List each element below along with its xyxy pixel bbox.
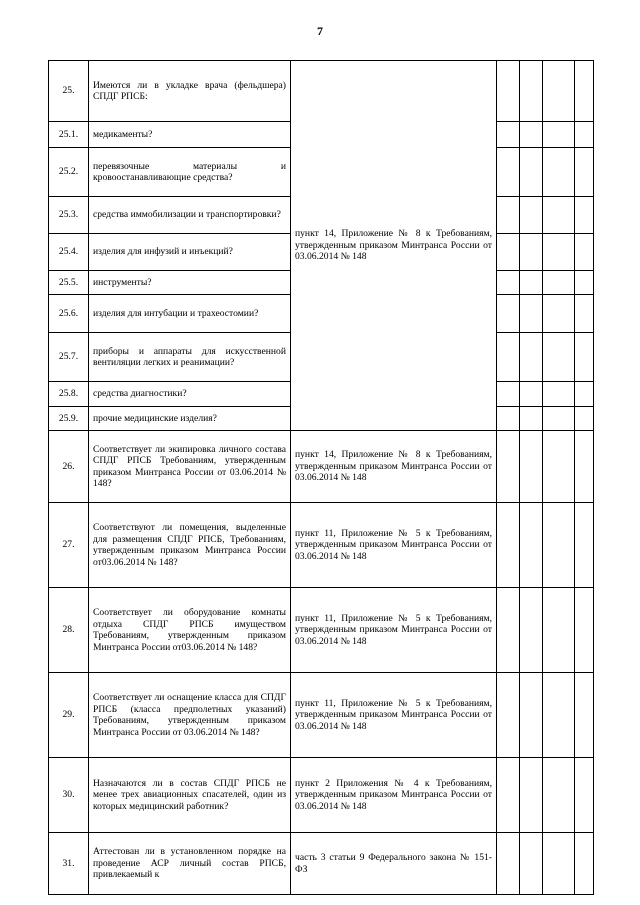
answer-cell[interactable] bbox=[497, 333, 520, 382]
answer-cell[interactable] bbox=[497, 271, 520, 295]
answer-cell[interactable] bbox=[543, 833, 575, 895]
answer-cell[interactable] bbox=[520, 61, 543, 122]
answer-cell[interactable] bbox=[497, 503, 520, 588]
row-number: 25.6. bbox=[49, 295, 89, 333]
page-number: 7 bbox=[317, 24, 323, 38]
row-number: 27. bbox=[49, 503, 89, 588]
answer-cell[interactable] bbox=[575, 673, 594, 758]
question-text: Соответствуют ли помещения, выделенные для размещения СПДГ РПСБ, Требованиям, утвержденным приказом Минтранса России от03.06.2014 № 148? bbox=[89, 503, 291, 588]
table-row bbox=[49, 673, 594, 758]
question-text: Соответствует ли экипировка личного состава СПДГ РПСБ Требованиям, утвержденным приказом Минтранса России от 03.06.2014 № 148? bbox=[89, 431, 291, 503]
row-number: 25.2. bbox=[49, 148, 89, 197]
reference-cell: часть 3 статьи 9 Федерального закона № 151-ФЗ bbox=[291, 833, 497, 895]
row-number: 31. bbox=[49, 833, 89, 895]
answer-cell[interactable] bbox=[575, 197, 594, 234]
question-text: Аттестован ли в установленном порядке на проведение АСР личный состав РПСБ, привлекаемый к bbox=[89, 833, 291, 895]
row-number: 25.3. bbox=[49, 197, 89, 234]
answer-cell[interactable] bbox=[520, 295, 543, 333]
answer-cell[interactable] bbox=[497, 148, 520, 197]
table-row bbox=[49, 833, 594, 895]
row-number: 25.4. bbox=[49, 234, 89, 271]
row-number: 25. bbox=[49, 61, 89, 122]
answer-cell[interactable] bbox=[575, 503, 594, 588]
answer-cell[interactable] bbox=[543, 61, 575, 122]
answer-cell[interactable] bbox=[575, 148, 594, 197]
answer-cell[interactable] bbox=[520, 407, 543, 431]
answer-cell[interactable] bbox=[575, 588, 594, 673]
question-text: Соответствует ли оснащение класса для СПДГ РПСБ (класса предполетных указаний) Требованиям, утвержденным приказом Минтранса России от 03.06.2014 № 148? bbox=[89, 673, 291, 758]
answer-cell[interactable] bbox=[543, 758, 575, 833]
row-number: 25.8. bbox=[49, 382, 89, 407]
answer-cell[interactable] bbox=[543, 588, 575, 673]
reference-cell: пункт 11, Приложение № 5 к Требованиям, утвержденным приказом Минтранса России от 03.06.2014 № 148 bbox=[291, 588, 497, 673]
row-number: 26. bbox=[49, 431, 89, 503]
answer-cell[interactable] bbox=[575, 431, 594, 503]
answer-cell[interactable] bbox=[497, 588, 520, 673]
reference-cell: пункт 11, Приложение № 5 к Требованиям, утвержденным приказом Минтранса России от 03.06.2014 № 148 bbox=[291, 673, 497, 758]
answer-cell[interactable] bbox=[543, 122, 575, 148]
answer-cell[interactable] bbox=[520, 197, 543, 234]
table-row bbox=[49, 61, 594, 122]
row-number: 25.1. bbox=[49, 122, 89, 148]
answer-cell[interactable] bbox=[520, 758, 543, 833]
table-row bbox=[49, 588, 594, 673]
answer-cell[interactable] bbox=[497, 197, 520, 234]
answer-cell[interactable] bbox=[543, 234, 575, 271]
question-text: Соответствует ли оборудование комнаты отдыха СПДГ РПСБ имуществом Требованиям, утвержденным приказом Минтранса России от03.06.2014 № 148? bbox=[89, 588, 291, 673]
answer-cell[interactable] bbox=[520, 271, 543, 295]
answer-cell[interactable] bbox=[497, 833, 520, 895]
answer-cell[interactable] bbox=[497, 382, 520, 407]
question-text: приборы и аппараты для искусственной вентиляции легких и реанимации? bbox=[89, 333, 291, 382]
answer-cell[interactable] bbox=[520, 333, 543, 382]
answer-cell[interactable] bbox=[543, 333, 575, 382]
answer-cell[interactable] bbox=[497, 295, 520, 333]
reference-cell: пункт 14, Приложение № 8 к Требованиям, утвержденным приказом Минтранса России от 03.06.2014 № 148 bbox=[291, 431, 497, 503]
question-text: прочие медицинские изделия? bbox=[89, 407, 291, 431]
question-text: средства иммобилизации и транспортировки? bbox=[89, 197, 291, 234]
answer-cell[interactable] bbox=[520, 122, 543, 148]
answer-cell[interactable] bbox=[520, 148, 543, 197]
answer-cell[interactable] bbox=[575, 333, 594, 382]
answer-cell[interactable] bbox=[575, 833, 594, 895]
answer-cell[interactable] bbox=[543, 503, 575, 588]
row-number: 25.7. bbox=[49, 333, 89, 382]
answer-cell[interactable] bbox=[543, 431, 575, 503]
answer-cell[interactable] bbox=[543, 673, 575, 758]
answer-cell[interactable] bbox=[543, 197, 575, 234]
answer-cell[interactable] bbox=[543, 148, 575, 197]
answer-cell[interactable] bbox=[575, 271, 594, 295]
answer-cell[interactable] bbox=[543, 271, 575, 295]
answer-cell[interactable] bbox=[575, 61, 594, 122]
answer-cell[interactable] bbox=[520, 673, 543, 758]
answer-cell[interactable] bbox=[497, 234, 520, 271]
answer-cell[interactable] bbox=[575, 122, 594, 148]
table-row bbox=[49, 431, 594, 503]
row-number: 29. bbox=[49, 673, 89, 758]
answer-cell[interactable] bbox=[575, 234, 594, 271]
question-text: Имеются ли в укладке врача (фельдшера) СПДГ РПСБ: bbox=[89, 61, 291, 122]
answer-cell[interactable] bbox=[497, 122, 520, 148]
table-row bbox=[49, 758, 594, 833]
question-text: Назначаются ли в состав СПДГ РПСБ не менее трех авиационных спасателей, один из которых медицинский работник? bbox=[89, 758, 291, 833]
answer-cell[interactable] bbox=[520, 382, 543, 407]
answer-cell[interactable] bbox=[575, 407, 594, 431]
reference-cell: пункт 2 Приложения № 4 к Требованиям, утвержденным приказом Минтранса России от 03.06.2014 № 148 bbox=[291, 758, 497, 833]
question-text: инструменты? bbox=[89, 271, 291, 295]
answer-cell[interactable] bbox=[543, 382, 575, 407]
answer-cell[interactable] bbox=[543, 295, 575, 333]
answer-cell[interactable] bbox=[543, 407, 575, 431]
answer-cell[interactable] bbox=[520, 431, 543, 503]
answer-cell[interactable] bbox=[520, 833, 543, 895]
answer-cell[interactable] bbox=[575, 758, 594, 833]
answer-cell[interactable] bbox=[497, 407, 520, 431]
question-text: изделия для интубации и трахеостомии? bbox=[89, 295, 291, 333]
question-text: изделия для инфузий и инъекций? bbox=[89, 234, 291, 271]
answer-cell[interactable] bbox=[575, 382, 594, 407]
answer-cell[interactable] bbox=[497, 673, 520, 758]
answer-cell[interactable] bbox=[520, 588, 543, 673]
table-row bbox=[49, 503, 594, 588]
reference-cell-common: пункт 14, Приложение № 8 к Требованиям, утвержденным приказом Минтранса России от 03.06.2014 № 148 bbox=[291, 61, 497, 431]
row-number: 28. bbox=[49, 588, 89, 673]
reference-cell: пункт 11, Приложение № 5 к Требованиям, утвержденным приказом Минтранса России от 03.06.2014 № 148 bbox=[291, 503, 497, 588]
answer-cell[interactable] bbox=[497, 758, 520, 833]
answer-cell[interactable] bbox=[575, 295, 594, 333]
answer-cell[interactable] bbox=[520, 503, 543, 588]
row-number: 25.5. bbox=[49, 271, 89, 295]
row-number: 30. bbox=[49, 758, 89, 833]
question-text: средства диагностики? bbox=[89, 382, 291, 407]
checklist-table bbox=[48, 60, 594, 895]
answer-cell[interactable] bbox=[520, 234, 543, 271]
answer-cell[interactable] bbox=[497, 61, 520, 122]
question-text: перевязочные материалы и кровоостанавливающие средства? bbox=[89, 148, 291, 197]
answer-cell[interactable] bbox=[497, 431, 520, 503]
question-text: медикаменты? bbox=[89, 122, 291, 148]
row-number: 25.9. bbox=[49, 407, 89, 431]
